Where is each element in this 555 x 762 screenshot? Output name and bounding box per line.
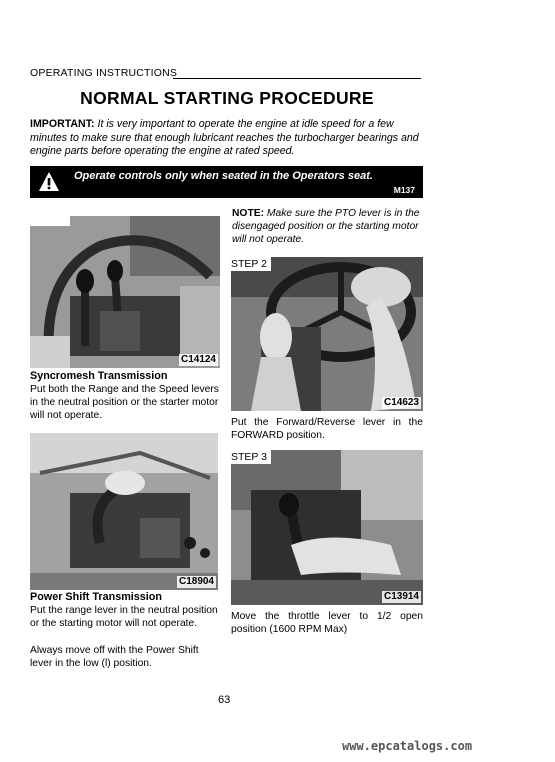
header-rule xyxy=(173,78,421,79)
throttle-lever-photo xyxy=(231,450,423,605)
page-number: 63 xyxy=(218,694,231,706)
step3-label: STEP 3 xyxy=(231,450,271,464)
power-shift-lever-photo xyxy=(30,433,218,590)
steering-wheel-photo xyxy=(231,257,423,411)
watermark: www.epcatalogs.com xyxy=(342,739,473,753)
section-header: OPERATING INSTRUCTIONS xyxy=(30,67,178,79)
step1-photo-code: C14124 xyxy=(180,354,216,365)
step3-photo-code: C13914 xyxy=(383,591,419,602)
step3-text: Move the throttle lever to 1/2 open position (1600 RPM Max) xyxy=(231,611,423,635)
syncromesh-lever-photo xyxy=(30,216,220,368)
syncromesh-text: Put both the Range and the Speed levers in the neutral position or the starter motor will not operate. xyxy=(30,384,219,421)
warning-banner xyxy=(30,166,423,198)
note-paragraph xyxy=(232,208,424,246)
step2-text: Put the Forward/Reverse lever in the FORWARD position. xyxy=(231,417,423,441)
power-shift-heading: Power Shift Transmission xyxy=(30,591,162,603)
step2-label: STEP 2 xyxy=(231,257,271,271)
important-paragraph xyxy=(30,118,430,159)
important-text: It is very important to operate the engine at idle speed for a few minutes to make sure that enough lubricant reaches the turbocharger bearings and engine parts before operating the engine at rated speed. xyxy=(30,118,419,158)
power-shift-text: Put the range lever in the neutral position or the starting motor will not operate. xyxy=(30,605,218,629)
power-shift-photo-code: C18904 xyxy=(178,576,214,587)
note-label: NOTE: xyxy=(232,208,265,219)
warning-text: Operate controls only when seated in the Operators seat. xyxy=(74,170,373,182)
note-text: Make sure the PTO lever is in the disengaged position or the starting motor will not operate. xyxy=(232,208,420,245)
power-shift-text-2: Always move off with the Power Shift lever in the low (l) position. xyxy=(30,645,199,669)
page-title: NORMAL STARTING PROCEDURE xyxy=(80,88,374,108)
warning-code: M137 xyxy=(393,185,415,195)
step2-photo-code: C14623 xyxy=(383,397,419,408)
warning-triangle-icon xyxy=(38,171,60,193)
important-label: IMPORTANT: xyxy=(30,118,95,130)
syncromesh-heading: Syncromesh Transmission xyxy=(30,370,168,382)
